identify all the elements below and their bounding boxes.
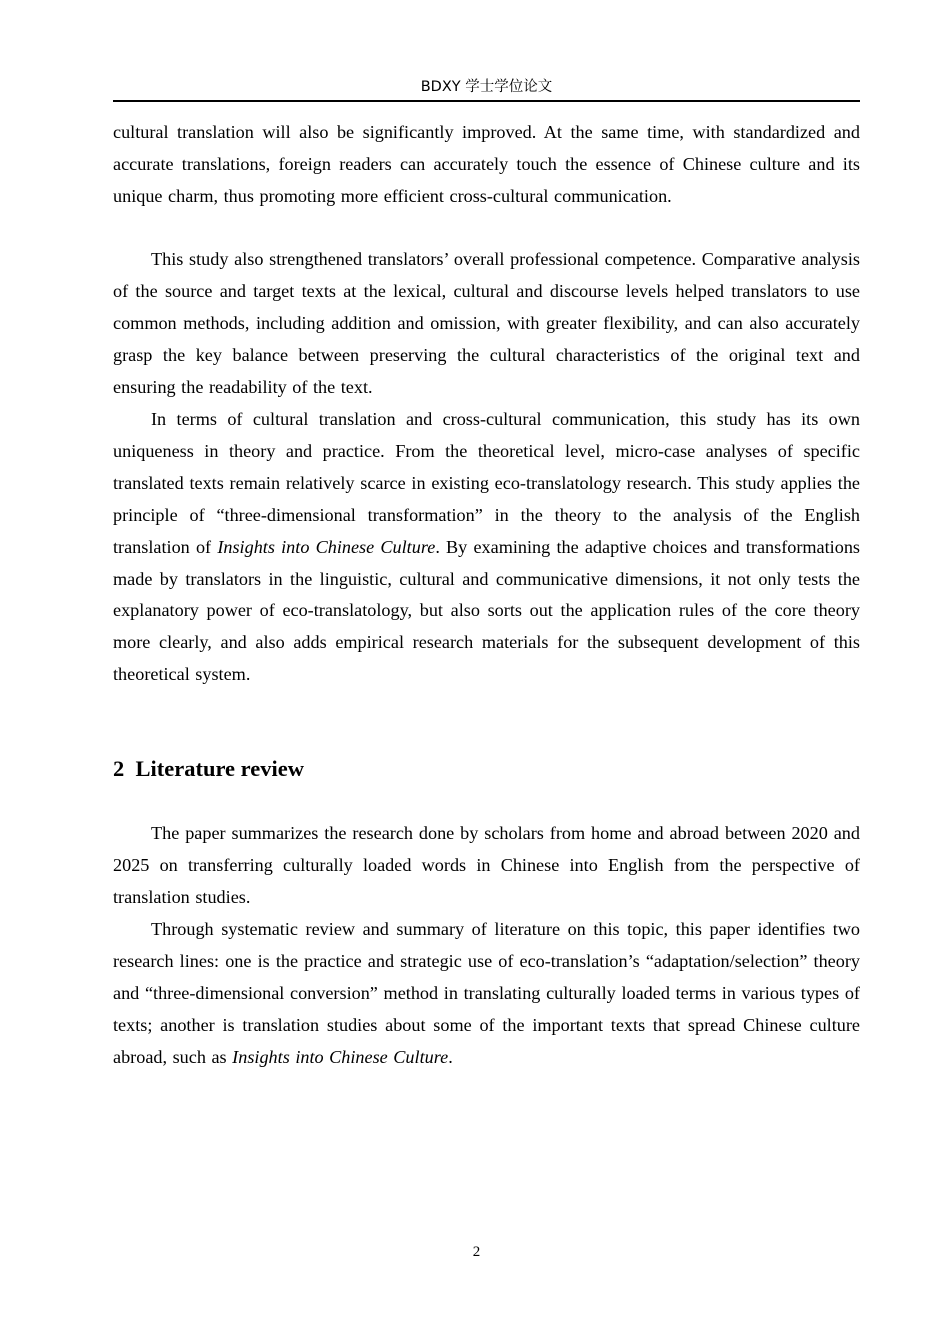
- paragraph-text: Through systematic review and summary of literature on this topic, this paper identifies two research lines: one is the practice and strategic use of eco-translation’s “adaptation/selection” theory and “three-dimensional conversion” method in translating culturally loaded terms in various types of texts; another is translation studies about some of the important texts that spread Chinese culture abroad, such as: [113, 919, 860, 1067]
- book-title: Insights into Chinese Culture: [232, 1046, 449, 1067]
- paragraph-research-lines: [113, 914, 860, 1074]
- paragraph-text: .: [448, 1046, 453, 1067]
- paragraph-text: . By examining the adaptive choices and transformations made by translators in the linguistic, cultural and communicative dimensions, it not only tests the explanatory power of eco-translatology, but also sorts out the application rules of the core theory more clearly, and also adds empirical research materials for the subsequent development of this theoretical system.: [113, 536, 860, 685]
- paragraph-review-summary: The paper summarizes the research done by scholars from home and abroad between 2020 and 2025 on transferring culturally loaded words in Chinese into English from the perspective of translation studies.: [113, 823, 860, 907]
- header-rule: [113, 100, 860, 102]
- page-number: 2: [472, 1244, 481, 1260]
- paragraph-text: In terms of cultural translation and cross-cultural communication, this study has its own uniqueness in theory and practice. From the theoretical level, micro-case analyses of specific translated texts remain relatively scarce in existing eco-translatology research. This study applies the principle of “three-dimensional transformation” in the theory to the analysis of the English translation of: [113, 409, 860, 557]
- section-heading: [113, 752, 304, 786]
- section-number: 2: [113, 756, 125, 781]
- paragraph-translator-competence: This study also strengthened translators’ overall professional competence. Comparative analysis of the source and target texts at the lexical, cultural and discourse levels helped translators to use common methods, including addition and omission, with greater flexibility, and can also accurately grasp the key balance between preserving the cultural characteristics of the original text and ensuring the readability of the text.: [113, 249, 860, 397]
- running-header: BDXY 学士学位论文: [420, 79, 553, 95]
- paragraph-theoretical-uniqueness: [113, 404, 860, 691]
- paragraph-continuation: cultural translation will also be significantly improved. At the same time, with standardized and accurate translations, foreign readers can accurately touch the essence of Chinese culture and its unique charm, thus promoting more efficient cross-cultural communication.: [113, 122, 860, 206]
- book-title: Insights into Chinese Culture: [217, 536, 436, 557]
- section-title: Literature review: [135, 756, 304, 781]
